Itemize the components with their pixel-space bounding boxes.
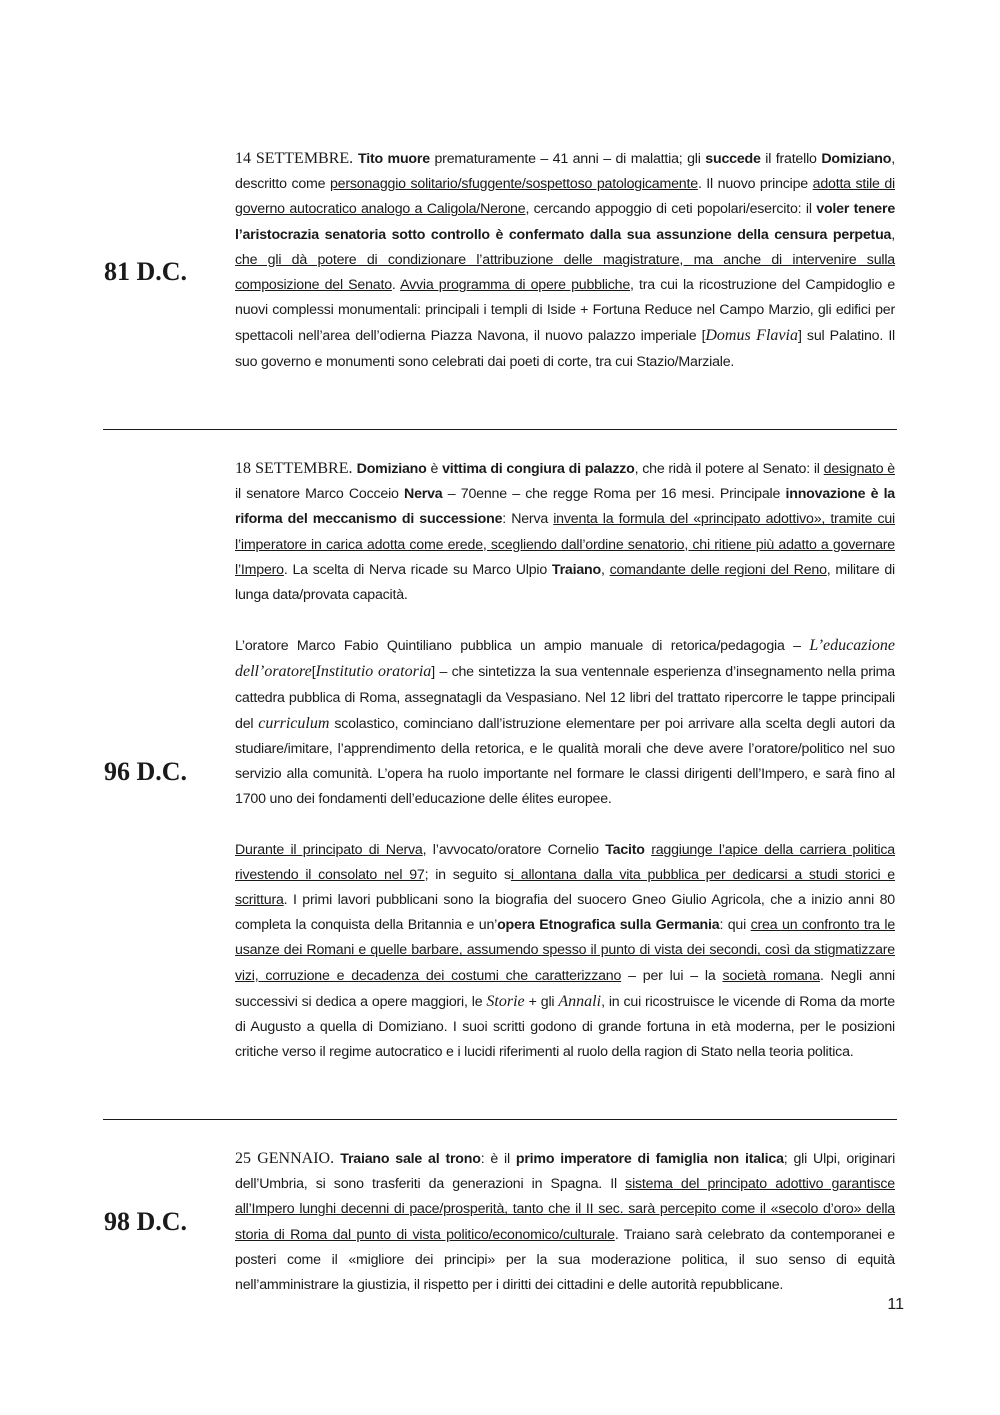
text-run: , l’avvocato/oratore Cornelio [422,841,606,858]
text-run: . Il nuovo principe [697,176,813,193]
italic-text: Storie [486,992,525,1010]
text-run: , descritto come [235,151,895,193]
italic-text: L’educazione dell’oratore [235,637,895,681]
entry-paragraph [235,633,895,812]
underlined-text: personaggio solitario/sfuggente/sospettoso patologicamente [329,176,698,193]
text-run: ] sul Palatino. Il suo governo e monumenti sono celebrati dai poeti di corte, tra cui Stazio/Marziale. [235,328,896,370]
underlined-text: che gli dà potere di condizionare l’attribuzione delle magistrature, ma anche di intervenire sulla composizione del Senato [235,251,895,294]
underlined-text: crea un confronto tra le usanze dei Romani e quelle barbare, assumendo spesso il punto di vista dei secondi, così da stigmatizzare vizi, corruzione e decadenza dei costumi che caratterizzano [235,917,896,984]
entry-date: 18 SETTEMBRE. [235,460,357,477]
bold-text: innovazione è la riforma del meccanismo di successione [235,486,896,528]
entry-paragraph [235,456,895,608]
text-run: ] – che sintetizza la sua ventennale esperienza d’insegnamento nella prima cattedra pubblica di Roma, assegnatagli da Vespasiano. Nel 12 libri del trattato ripercorre le tappe principali del [235,664,895,732]
text-run: [ [311,664,316,681]
text-run: , [891,226,895,243]
entry-paragraph [235,1146,895,1298]
text-run: è [426,461,443,477]
bold-text: Traiano sale al trono [340,1151,481,1167]
text-run: scolastico, cominciano dall’istruzione elementare per poi arrivare alla scelta degli autori da studiare/imitare, l’apprendimento della retorica, e le qualità morali che deve avere l’oratore/politico nel suo servizio alla comunità. L’opera ha ruolo importante nel formare le classi dirigenti dell’Impero, e sarà fino al 1700 uno dei fondamenti dell’educazione delle élites europee. [235,715,895,808]
italic-text: Domus Flavia [705,327,798,345]
entry-date: 14 SETTEMBRE. [235,150,359,167]
bold-text: Tito muore [358,151,430,167]
text-run: – per lui – la [621,967,723,984]
text-run: , tra cui la ricostruzione del Campidoglio e nuovi complessi monumentali: principali i templi di Iside + Fortuna Reduce nel Campo Marzio, gli edifici per spettacoli nell’area dell’odierna Piazza Navona, il nuovo palazzo imperiale [ [235,277,896,345]
text-run: : qui [719,917,751,934]
timeline-entry [235,146,895,375]
underlined-text: raggiunge l’apice della carriera politica rivestendo il consolato nel 97 [235,841,895,883]
entry-paragraph [235,146,895,375]
timeline-entry [235,1146,895,1298]
text-run: L’oratore Marco Fabio Quintiliano pubblica un ampio manuale di retorica/pedagogia – [235,638,810,655]
text-run: , in cui ricostruisce le vicende di Roma da morte di Augusto a quella di Domiziano. I suoi scritti godono di grande fortuna in età moderna, per le posizioni critiche verso il regime autocratico e i lucidi riferimenti al ruolo della ragion di Stato nella teoria politica. [235,993,895,1061]
bold-text: Domiziano [356,461,427,477]
text-run: , [600,561,610,578]
italic-text: curriculum [258,714,330,732]
bold-text: succede [705,151,761,167]
bold-text: Tacito [605,841,645,858]
text-run: il fratello [760,151,822,167]
underlined-text: comandante delle regioni del Reno [609,561,827,578]
text-run: . La scelta di Nerva ricade su Marco Ulpio [283,561,552,578]
text-run: , che ridà il potere al Senato: il [634,461,824,477]
bold-text: Nerva [404,486,443,503]
text-run: + gli [524,993,559,1010]
text-run: . Traiano sarà celebrato da contemporanei e posteri come il «migliore dei principi» per la sua moderazione politica, il suo senso di equità nell’amministrare la giustizia, il rispetto per i diritti dei cittadini e delle autorità repubblicane. [235,1226,895,1294]
underlined-text: Avvia programma di opere pubbliche [400,277,631,294]
text-run: , militare di lunga data/provata capacità. [235,561,896,604]
bold-text: primo imperatore di famiglia non italica [515,1151,784,1167]
italic-text: Annali [558,992,602,1010]
underlined-text: società romana [722,967,820,984]
text-run: . I primi lavori pubblicani sono la biografia del suocero Gneo Giulio Agricola, che a inizio anni 80 completa la conquista della Britannia e un’ [235,892,895,934]
underlined-text: adotta stile di governo autocratico analogo a Caligola/Nerone [235,176,895,218]
text-run: , cercando appoggio di ceti popolari/esercito: il [525,201,817,218]
bold-text: Traiano [551,561,601,578]
underlined-text: sistema del principato adottivo garantisce all’Impero lunghi decenni di pace/prosperità, tanto che il II sec. sarà percepito come il «secolo d’oro» della storia di Roma dal punto di vista politico/economico/culturale [235,1176,895,1243]
text-run: il senatore Marco Cocceio [235,486,405,503]
bold-text: opera Etnografica sulla Germania [497,917,720,934]
underlined-text: inventa la formula del «principato adottivo», tramite cui l’imperatore in carica adotta come erede, scegliendo dall’ordine senatorio, chi ritiene più adatto a governare l’Impero [235,511,895,578]
page-number: 11 [887,1296,904,1313]
timeline-entry [235,456,895,1065]
underlined-text: i allontana dalla vita pubblica per dedicarsi a studi storici e scrittura [235,866,895,909]
italic-text: Institutio oratoria [315,663,432,681]
year-label: 98 D.C. [104,1207,188,1236]
section-divider [103,1119,897,1120]
year-label: 96 D.C. [104,757,188,786]
bold-text: vittima di congiura di palazzo [442,461,635,477]
text-run: prematuramente – 41 anni – di malattia; gli [429,151,706,167]
text-run: . Negli anni successivi si dedica a opere maggiori, le [235,967,895,1010]
text-run: : Nerva [502,511,554,528]
text-run: ; in seguito s [424,866,511,883]
bold-text: voler tenere l’aristocrazia senatoria sotto controllo è confermato dalla sua assunzione della censura perpetua [235,201,896,243]
bold-text: Domiziano [821,151,892,167]
entry-paragraph [235,838,895,1066]
text-run: ; gli Ulpi, originari dell’Umbria, si sono trasferiti da generazioni in Spagna. Il [235,1151,896,1193]
text-run: . [391,277,401,294]
section-divider [103,429,897,430]
text-run: : è il [480,1151,516,1167]
year-label: 81 D.C. [104,257,188,286]
underlined-text: Durante il principato di Nerva [235,841,423,858]
text-run: – 70enne – che regge Roma per 16 mesi. Principale [442,486,786,503]
underlined-text: designato è [823,461,895,477]
entry-date: 25 GENNAIO. [235,1150,341,1167]
